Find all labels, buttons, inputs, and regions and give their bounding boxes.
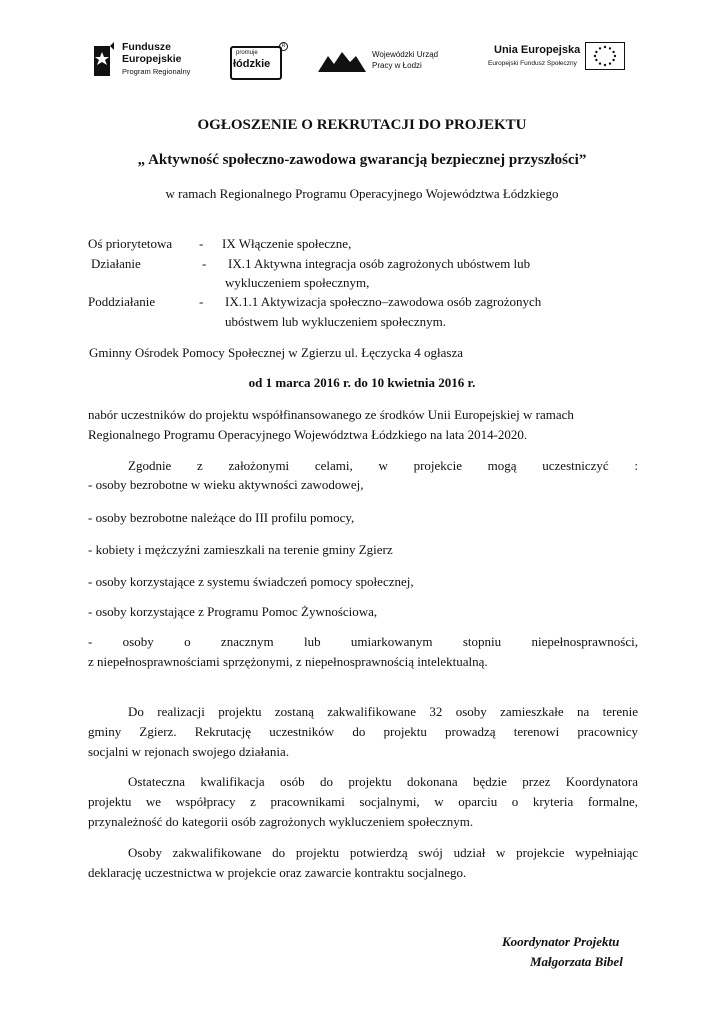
recruitment-text-1: nabór uczestników do projektu współfinansowanego ze środków Unii Europejskiej w ramach	[88, 407, 574, 422]
axis-value-action-2: wykluczeniem społecznym,	[225, 275, 370, 290]
registered-icon: R	[279, 42, 288, 51]
recruitment-text-2: Regionalnego Programu Operacyjnego Województwa Łódzkiego na lata 2014-2020.	[88, 427, 528, 442]
eligible-item: z niepełnosprawnościami sprzężonymi, z niepełnosprawnością intelektualną.	[88, 654, 488, 669]
lodzkie-logo	[230, 42, 286, 78]
para2-line2: projektu we współpracy z pracownikami socjalnymi, w oparciu o kryteria formalne,	[88, 794, 638, 809]
eligible-item: - osoby bezrobotne w wieku aktywności zawodowej,	[88, 477, 364, 492]
signature-role: Koordynator Projektu	[502, 934, 620, 949]
wup-mountains-icon	[318, 50, 366, 72]
axis-value-subaction-2: ubóstwem lub wykluczeniem społecznym.	[225, 314, 446, 329]
axis-value-action-1: IX.1 Aktywna integracja osób zagrożonych ubóstwem lub	[228, 256, 531, 271]
wup-line2: Pracy w Łodzi	[372, 61, 422, 70]
axis-dash-1: -	[199, 236, 204, 251]
axis-label-subaction: Poddziałanie	[88, 294, 156, 309]
para2-line1: Ostateczna kwalifikacja osób do projektu dokonana będzie przez Koordynatora	[128, 774, 638, 789]
para1-line3: socjalni w rejonach swojego działania.	[88, 744, 290, 759]
lodzkie-name: łódzkie	[233, 58, 271, 70]
axis-dash-3: -	[199, 294, 204, 309]
fe-line2: Europejskie	[122, 53, 182, 65]
para3-line1: Osoby zakwalifikowane do projektu potwierdzą swój udział w projekcie wypełniając	[128, 845, 638, 860]
axis-value-priority: IX Włączenie społeczne,	[222, 236, 352, 251]
para2-line3: przynależność do kategorii osób zagrożonych wykluczeniem społecznym.	[88, 814, 474, 829]
eligible-item: - osoby korzystające z Programu Pomoc Żywnościowa,	[88, 604, 378, 619]
wup-line1: Wojewódzki Urząd	[372, 50, 439, 59]
fe-line3: Program Regionalny	[122, 67, 191, 76]
eligible-item: - osoby bezrobotne należące do III profilu pomocy,	[88, 510, 355, 525]
axis-dash-2: -	[202, 256, 207, 271]
lodzkie-small: promuje	[236, 50, 258, 56]
para1-line2: gminy Zgierz. Rekrutację uczestników do projektu prowadzą terenowi pracownicy	[88, 724, 638, 739]
axis-label-action: Działanie	[91, 256, 141, 271]
program-line: w ramach Regionalnego Programu Operacyjnego Województwa Łódzkiego	[165, 186, 559, 201]
ue-logo	[486, 40, 632, 80]
axis-label-priority: Oś priorytetowa	[88, 236, 173, 251]
fundusze-europejskie-logo	[92, 40, 212, 84]
ue-line2: Europejski Fundusz Społeczny	[488, 60, 577, 67]
fe-line1: Fundusze	[122, 41, 171, 53]
announcer-line: Gminny Ośrodek Pomocy Społecznej w Zgierzu ul. Łęczycka 4 ogłasza	[89, 345, 463, 360]
eu-flag-icon	[585, 42, 625, 70]
recruitment-dates: od 1 marca 2016 r. do 10 kwietnia 2016 r.	[248, 375, 476, 390]
axis-value-subaction-1: IX.1.1 Aktywizacja społeczno–zawodowa osób zagrożonych	[225, 294, 542, 309]
para1-line1: Do realizacji projektu zostaną zakwalifikowane 32 osoby zamieszkałe na terenie	[128, 704, 638, 719]
fe-star-icon	[92, 42, 116, 78]
eligible-item: - kobiety i mężczyźni zamieszkali na terenie gminy Zgierz	[88, 542, 393, 557]
eligible-item: - osoby korzystające z systemu świadczeń pomocy społecznej,	[88, 574, 414, 589]
eligible-item: - osoby o znacznym lub umiarkowanym stopniu niepełnosprawności,	[88, 634, 638, 649]
ue-line1: Unia Europejska	[494, 44, 581, 56]
signature-name: Małgorzata Bibel	[530, 954, 623, 969]
project-title: „ Aktywność społeczno-zawodowa gwarancją bezpiecznej przyszłości”	[137, 152, 587, 168]
logo-bar	[0, 38, 724, 86]
para3-line2: deklarację uczestnictwa w projekcie oraz zawarcie kontraktu socjalnego.	[88, 865, 467, 880]
announcement-title: OGŁOSZENIE O REKRUTACJI DO PROJEKTU	[197, 117, 527, 133]
eligible-intro: Zgodnie z założonymi celami, w projekcie mogą uczestniczyć :	[128, 458, 638, 473]
wup-logo	[318, 44, 458, 80]
